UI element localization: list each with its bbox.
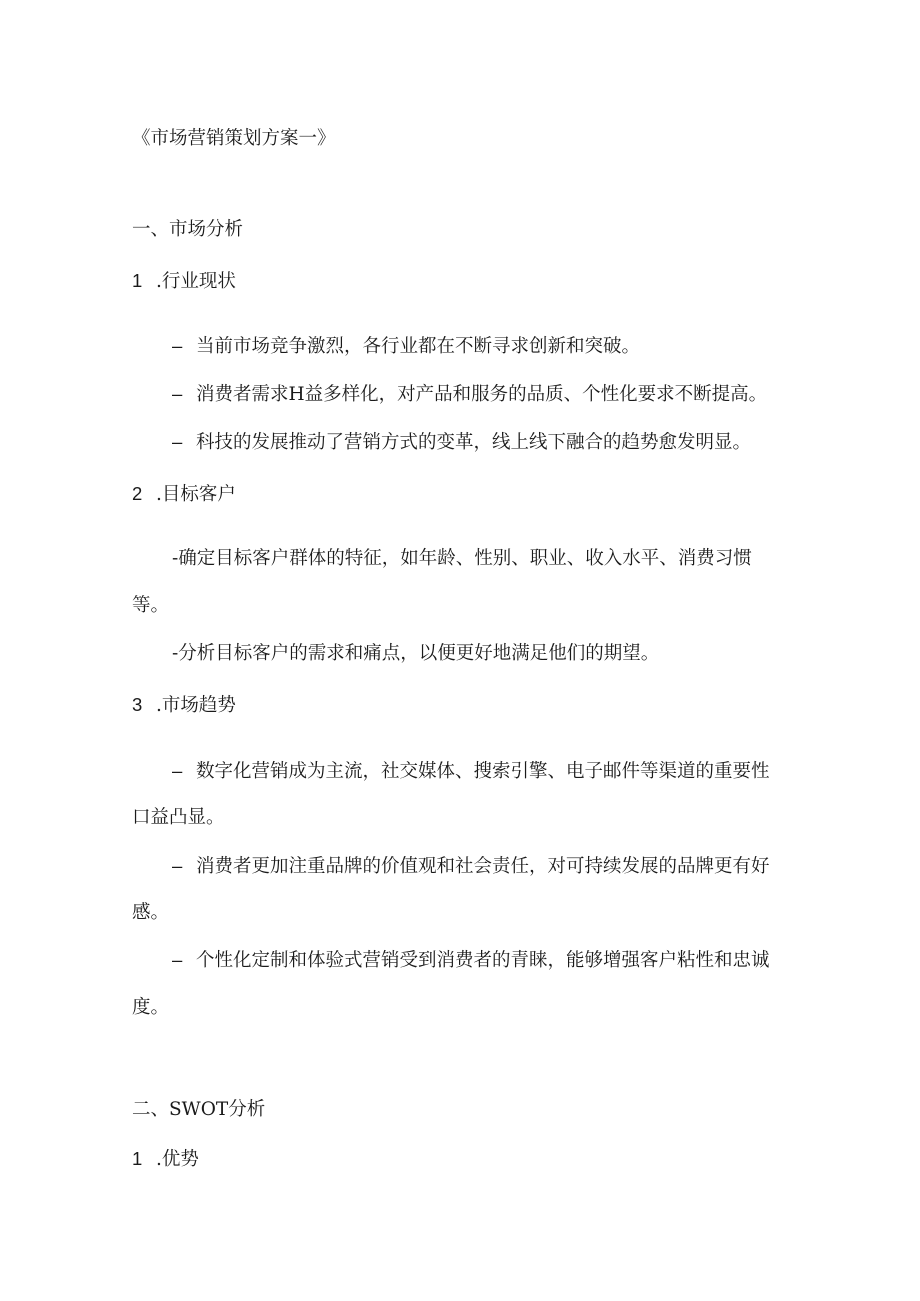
dash-marker: –	[172, 335, 183, 356]
subheading-label: .优势	[156, 1149, 199, 1170]
subheading-target-customers	[132, 481, 236, 508]
list-item	[172, 381, 767, 408]
subheading-number: 1	[132, 270, 143, 291]
list-item-text: 数字化营销成为主流，社交媒体、搜索引擎、电子邮件等渠道的重要性	[196, 761, 770, 782]
subheading-label: .市场趋势	[156, 695, 236, 716]
list-item-text: 个性化定制和体验式营销受到消费者的青睐，能够增强客户粘性和忠诚	[196, 950, 770, 971]
dash-marker: –	[172, 855, 183, 876]
subheading-number: 1	[132, 1148, 143, 1169]
dash-marker: –	[172, 431, 183, 452]
list-item-text: 当前市场竞争激烈，各行业都在不断寻求创新和突破。	[196, 336, 641, 357]
section-heading-swot: 二、SWOT分析	[132, 1099, 266, 1120]
subheading-strengths	[132, 1146, 199, 1173]
list-item	[172, 758, 770, 785]
list-item	[172, 429, 751, 456]
list-item-continuation: 口益凸显。	[132, 807, 225, 828]
subheading-label: .行业现状	[156, 271, 236, 292]
dash-marker: –	[172, 949, 183, 970]
list-item-text: -确定目标客户群体的特征，如年龄、性别、职业、收入水平、消费习惯	[172, 548, 752, 569]
list-item-continuation: 感。	[132, 902, 170, 923]
subheading-number: 2	[132, 483, 143, 504]
dash-marker: –	[172, 383, 183, 404]
subheading-number: 3	[132, 694, 143, 715]
list-item-text: 消费者需求H益多样化，对产品和服务的品质、个性化要求不断提高。	[196, 384, 768, 405]
list-item-text: 消费者更加注重品牌的价值观和社会责任，对可持续发展的品牌更有好	[196, 856, 770, 877]
document-title: 《市场营销策划方案一》	[132, 128, 336, 149]
list-item-text: -分析目标客户的需求和痛点，以便更好地满足他们的期望。	[172, 643, 660, 664]
list-item-continuation: 等。	[132, 595, 170, 616]
list-item-continuation: 度。	[132, 997, 170, 1018]
list-item	[172, 853, 770, 880]
dash-marker: –	[172, 760, 183, 781]
subheading-market-trends	[132, 692, 236, 719]
subheading-label: .目标客户	[156, 484, 236, 505]
section-heading-market-analysis: 一、市场分析	[132, 219, 244, 240]
list-item	[172, 333, 640, 360]
subheading-industry-status	[132, 268, 236, 295]
list-item-text: 科技的发展推动了营销方式的变革，线上线下融合的趋势愈发明显。	[196, 432, 752, 453]
list-item	[172, 947, 770, 974]
